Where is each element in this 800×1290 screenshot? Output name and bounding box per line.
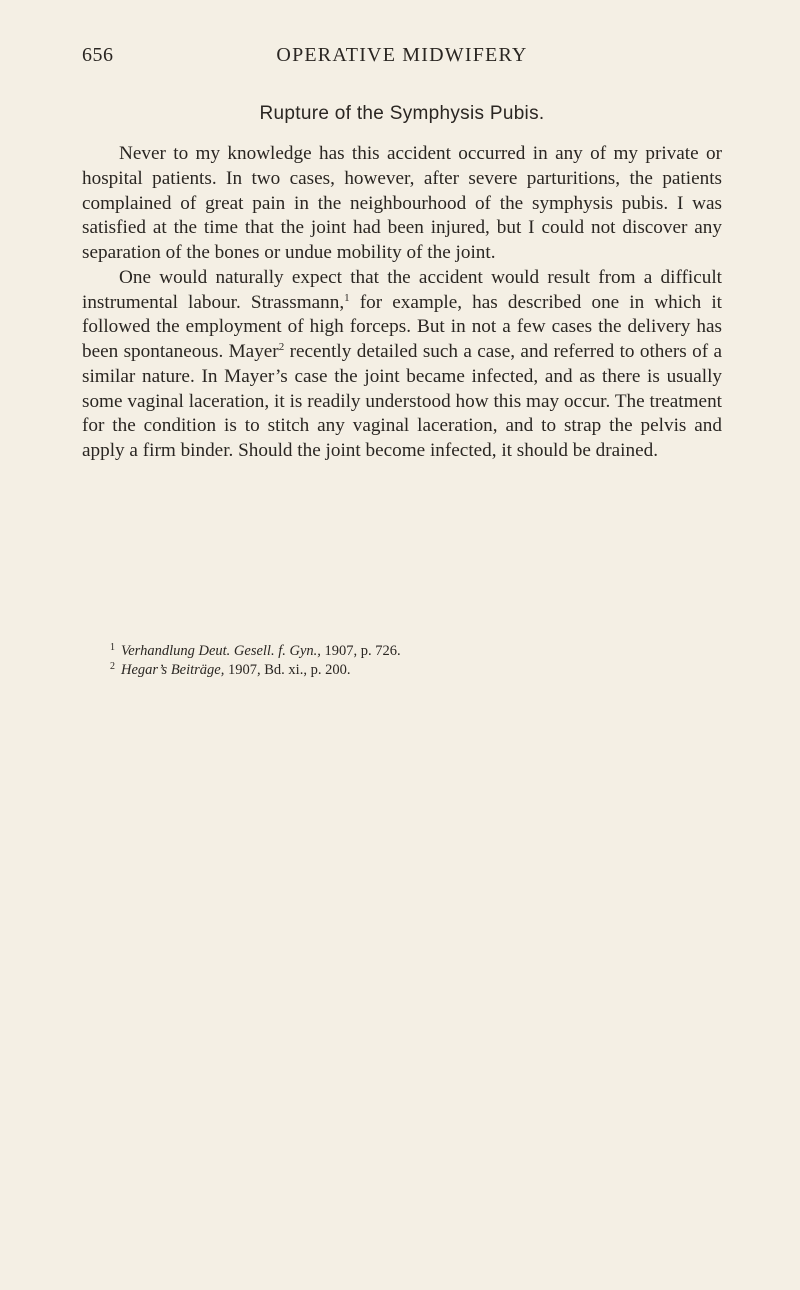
footnote-title: Verhandlung Deut. Gesell. f. Gyn.,	[121, 643, 321, 659]
footnote-title: Hegar’s Beiträge,	[121, 662, 225, 678]
footnote-details: 1907, p. 726.	[320, 643, 401, 659]
footnote-reference: 2	[278, 341, 285, 353]
running-head	[82, 44, 722, 74]
footnote-reference: 1	[344, 291, 350, 304]
running-title: OPERATIVE MIDWIFERY	[276, 44, 528, 66]
body-text	[82, 142, 722, 464]
footnotes	[110, 642, 710, 680]
section-title: Rupture of the Symphysis Pubis.	[259, 103, 545, 124]
footnote	[110, 661, 710, 680]
paragraph-text: for example, has described one in which it followed the employment of high forceps. But in not a few cases the delivery has been spontaneous. Mayer	[82, 291, 722, 362]
footnote-details: 1907, Bd. xi., p. 200.	[224, 662, 351, 678]
footnote-mark: 2	[110, 661, 115, 672]
page-number: 656	[82, 44, 114, 66]
footnote	[110, 642, 710, 661]
paragraph-text: recently detailed such a case, and referred to others of a similar nature. In Mayer’s case the joint became infected, and as there is usually some vaginal laceration, it is readily understood how this may occur. The treatment for the condition is to stitch any vaginal laceration, and to strap the pelvis and apply a firm binder. Should the joint become infected, it should be drained.	[82, 341, 722, 461]
paragraph: Never to my knowledge has this accident occurred in any of my private or hospital patients. In two cases, however, after severe parturitions, the patients complained of great pain in the neighbourhood of the symphysis pubis. I was satisfied at the time that the joint had been injured, but I could not discover any separation of the bones or undue mobility of the joint.	[82, 143, 722, 263]
paragraph	[82, 266, 722, 464]
paragraph-text: One would naturally expect that the accident would result from a difficult instrumental labour. Strassmann,	[82, 266, 722, 313]
footnote-mark: 1	[110, 642, 115, 653]
